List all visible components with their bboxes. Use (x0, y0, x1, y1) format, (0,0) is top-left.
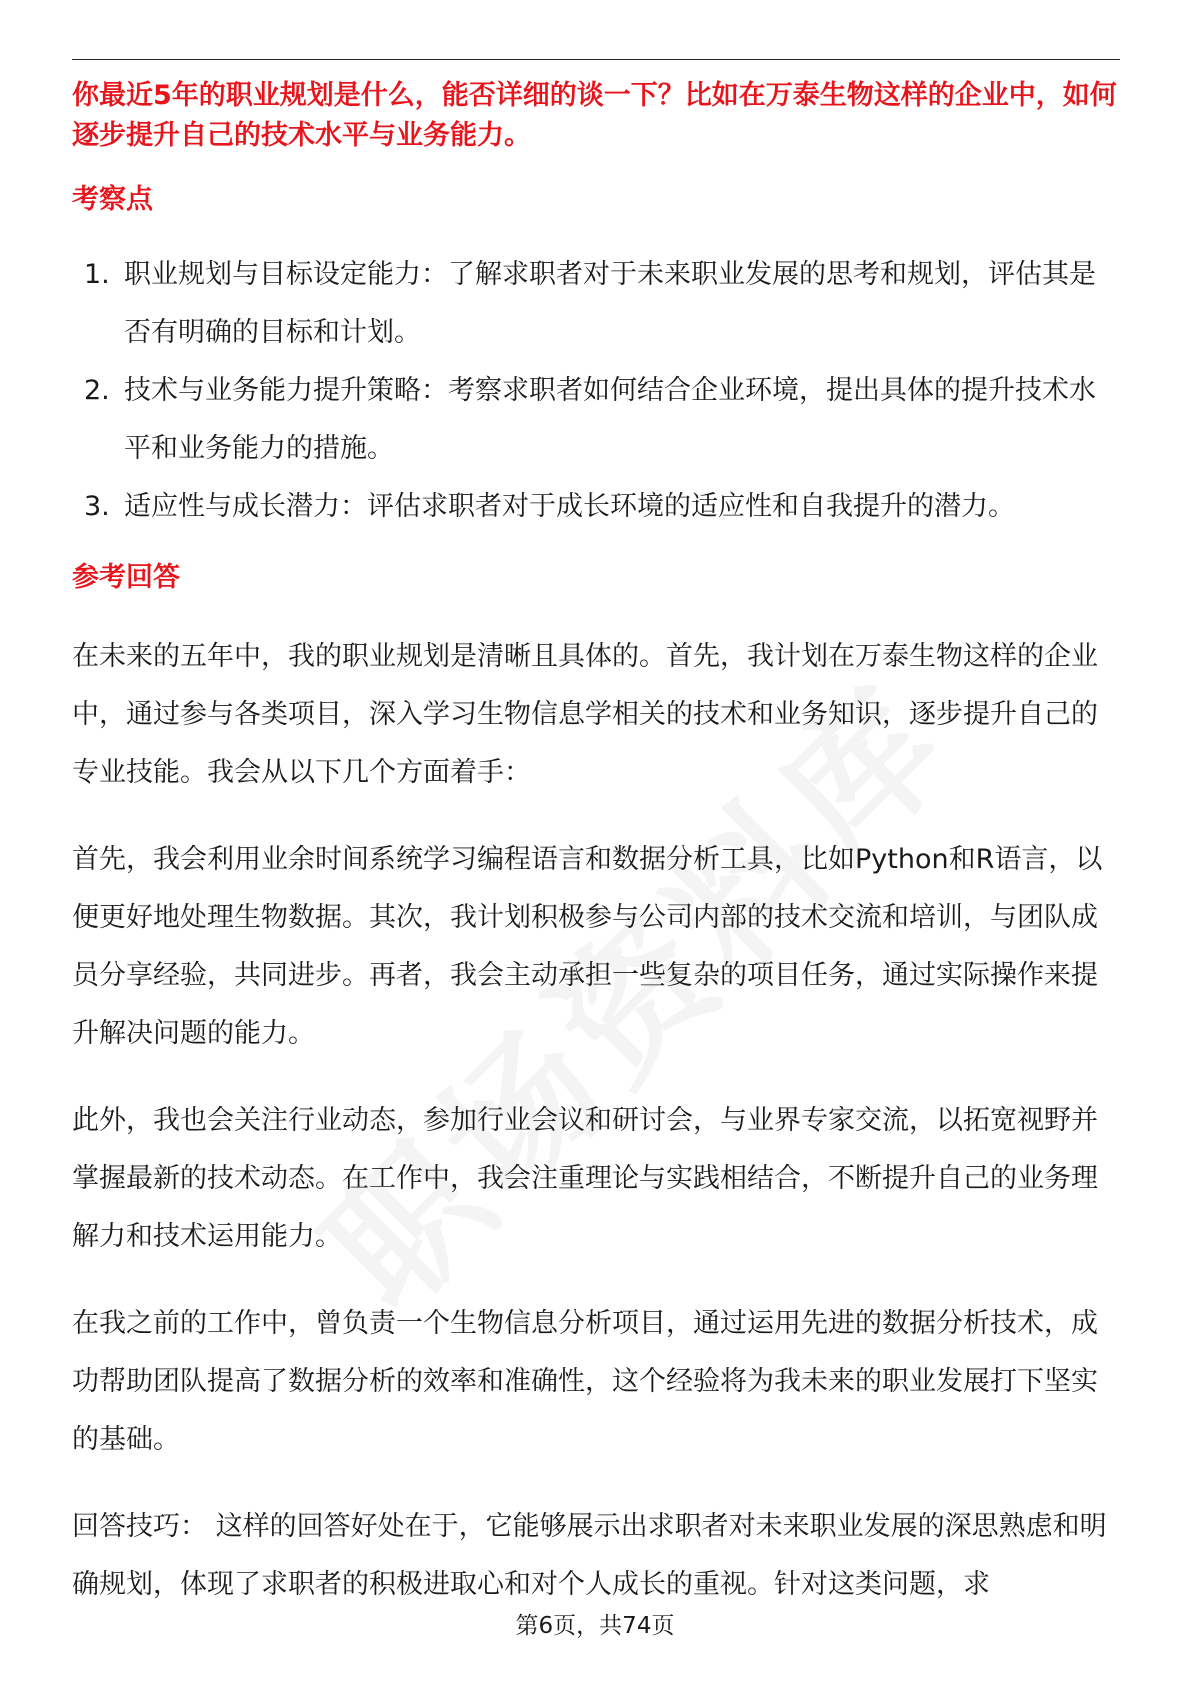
question-heading: 你最近5年的职业规划是什么，能否详细的谈一下？比如在万泰生物这样的企业中，如何逐步提升自己的技术水平与业务能力。 (72, 80, 1117, 151)
exam-point-number: 2. (84, 375, 110, 406)
answer-paragraph: 在我之前的工作中，曾负责一个生物信息分析项目，通过运用先进的数据分析技术，成功帮助团队提高了数据分析的效率和准确性，这个经验将为我未来的职业发展打下坚实的基础。 (72, 1308, 1098, 1455)
exam-points-list (72, 246, 1122, 536)
exam-point-text: 技术与业务能力提升策略：考察求职者如何结合企业环境，提出具体的提升技术水平和业务能力的措施。 (124, 375, 1096, 464)
exam-point-number: 1. (84, 259, 110, 290)
exam-point-item (72, 478, 1122, 536)
header-divider (72, 59, 1120, 60)
exam-point-number: 3. (84, 491, 110, 522)
answer-paragraph: 首先，我会利用业余时间系统学习编程语言和数据分析工具，比如Python和R语言，以便更好地处理生物数据。其次，我计划积极参与公司内部的技术交流和培训，与团队成员分享经验，共同进步。再者，我会主动承担一些复杂的项目任务，通过实际操作来提升解决问题的能力。 (72, 844, 1103, 1049)
answer-tips-paragraph: 回答技巧： 这样的回答好处在于，它能够展示出求职者对未来职业发展的深思熟虑和明确规划，体现了求职者的积极进取心和对个人成长的重视。针对这类问题，求 (72, 1511, 1107, 1600)
exam-points-title: 考察点 (72, 184, 153, 215)
exam-point-text: 职业规划与目标设定能力：了解求职者对于未来职业发展的思考和规划，评估其是否有明确的目标和计划。 (124, 259, 1096, 348)
exam-point-item (72, 362, 1122, 478)
reference-answer-title: 参考回答 (72, 562, 180, 593)
page-content (72, 76, 1122, 1614)
answer-paragraph: 在未来的五年中，我的职业规划是清晰且具体的。首先，我计划在万泰生物这样的企业中，通过参与各类项目，深入学习生物信息学相关的技术和业务知识，逐步提升自己的专业技能。我会从以下几个方面着手： (72, 641, 1098, 788)
exam-point-text: 适应性与成长潜力：评估求职者对于成长环境的适应性和自我提升的潜力。 (124, 491, 1015, 522)
page-number: 第6页，共74页 (515, 1613, 675, 1639)
exam-point-item (72, 246, 1122, 362)
answer-paragraph: 此外，我也会关注行业动态，参加行业会议和研讨会，与业界专家交流，以拓宽视野并掌握最新的技术动态。在工作中，我会注重理论与实践相结合，不断提升自己的业务理解力和技术运用能力。 (72, 1105, 1098, 1252)
